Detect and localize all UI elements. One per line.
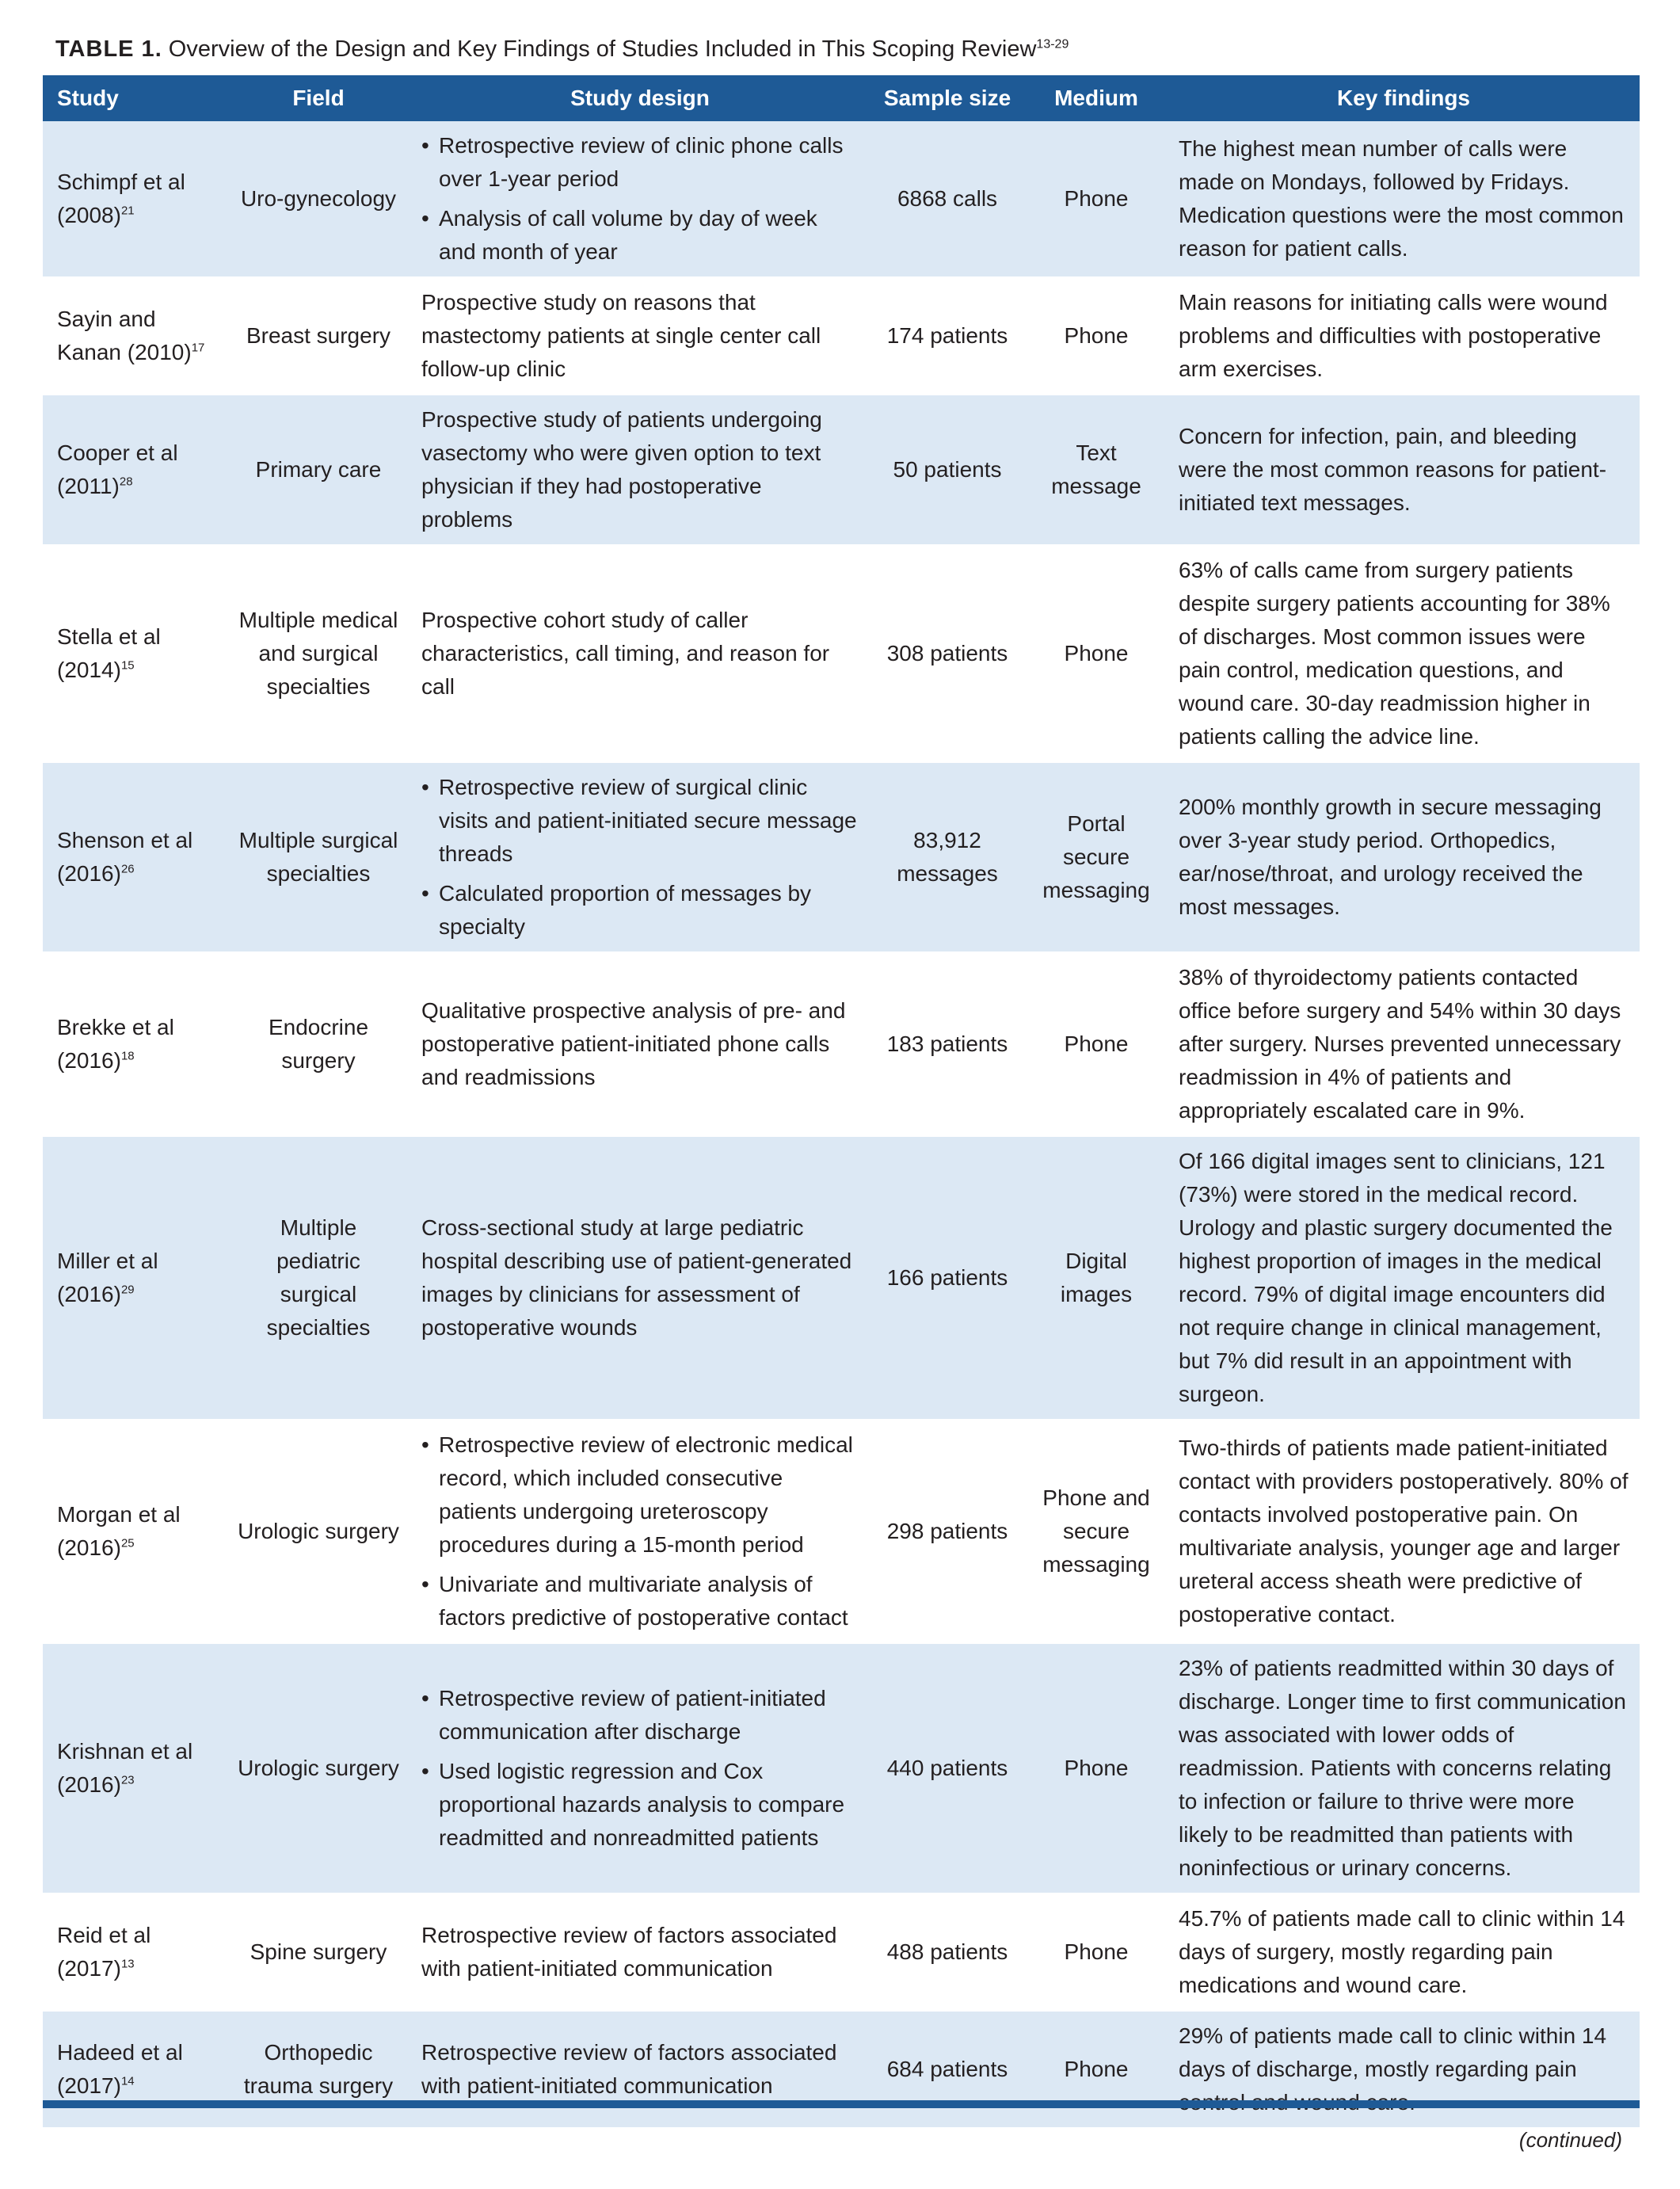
study-design-text: Qualitative prospective analysis of pre- and postoperative patient-initiated phone calls and readmissions [421,998,846,1089]
study-design-item: • Retrospective review of patient-initiated communication after discharge [421,1682,859,1749]
study-design-cell [410,762,870,952]
reference-number: 25 [120,1536,135,1550]
field-cell: Primary care [227,395,410,545]
table-row [43,545,1640,762]
sample-size-cell: 488 patients [870,1893,1025,2011]
reference-number: 26 [120,862,135,876]
sample-size-cell: 440 patients [870,1643,1025,1893]
study-cell [43,121,227,277]
study-design-list [421,1428,859,1634]
column-header-key-findings: Key findings [1168,75,1640,121]
study-name: Sayin and Kanan (2010) [57,307,192,364]
study-design-text: Retrospective review of factors associated with patient-initiated communication [421,1923,837,1981]
field-cell: Multiple medical and surgical specialties [227,545,410,762]
table-row [43,277,1640,395]
column-header-field: Field [227,75,410,121]
table-row [43,395,1640,545]
key-findings-cell: Concern for infection, pain, and bleeding were the most common reasons for patient-initiated text messages. [1168,395,1640,545]
medium-cell: Phone [1025,277,1168,395]
table-body [43,121,1640,2127]
medium-cell: Phone and secure messaging [1025,1420,1168,1643]
key-findings-cell: 23% of patients readmitted within 30 days of discharge. Longer time to first communication was associated with lower odds of readmission. Patients with concerns relating to infection or failure to thrive were more likely to be readmitted than patients with noninfectious or urinary concerns. [1168,1643,1640,1893]
study-design-cell [410,1136,870,1420]
study-design-item: • Used logistic regression and Cox proportional hazards analysis to compare readmitted and nonreadmitted patients [421,1755,859,1855]
field-cell: Uro-gynecology [227,121,410,277]
study-design-text: Prospective cohort study of caller characteristics, call timing, and reason for call [421,608,830,699]
study-cell [43,1420,227,1643]
field-cell: Multiple pediatric surgical specialties [227,1136,410,1420]
study-design-cell [410,1893,870,2011]
study-design-cell [410,277,870,395]
key-findings-cell: 29% of patients made call to clinic within 14 days of discharge, mostly regarding pain [1168,2011,1640,2127]
study-name: Schimpf et al (2008) [57,170,185,227]
study-design-cell [410,545,870,762]
medium-cell: Phone [1025,545,1168,762]
reference-number: 23 [120,1773,135,1787]
column-header-medium: Medium [1025,75,1168,121]
study-name: Stella et al (2014) [57,624,161,682]
table-row [43,762,1640,952]
study-design-item: • Retrospective review of surgical clinic visits and patient-initiated secure message threads [421,771,859,871]
sample-size-cell: 6868 calls [870,121,1025,277]
field-cell: Urologic surgery [227,1643,410,1893]
study-name: Reid et al (2017) [57,1923,151,1981]
table-label: TABLE 1. [55,36,162,62]
field-cell: Breast surgery [227,277,410,395]
reference-number: 15 [120,658,135,673]
table-bottom-rule [43,2100,1640,2108]
reference-number: 29 [120,1283,135,1297]
table-row [43,1893,1640,2011]
table-row [43,121,1640,277]
overview-table [43,75,1640,2127]
study-name: Miller et al (2016) [57,1249,158,1306]
study-design-cell [410,1420,870,1643]
field-cell: Urologic surgery [227,1420,410,1643]
key-findings-cell: Two-thirds of patients made patient-initiated contact with providers postoperatively. 80% of contacts involved postoperative pain. On multivariate analysis, younger age and larger ureteral access sheath were predictive of postoperative contact. [1168,1420,1640,1643]
sample-size-cell: 83,912 messages [870,762,1025,952]
key-findings-cell: Main reasons for initiating calls were wound problems and difficulties with postoperative arm exercises. [1168,277,1640,395]
reference-number: 13 [120,1957,135,1971]
study-cell [43,1893,227,2011]
sample-size-cell: 308 patients [870,545,1025,762]
study-name: Shenson et al (2016) [57,828,193,886]
continued-note: (continued) [1518,2128,1622,2152]
medium-cell: Phone [1025,2011,1168,2127]
study-design-item: • Calculated proportion of messages by specialty [421,877,859,944]
study-cell [43,277,227,395]
caption-text: Overview of the Design and Key Findings of Studies Included in This Scoping Review [162,36,1037,62]
study-cell [43,2011,227,2127]
study-name: Krishnan et al (2016) [57,1739,193,1797]
key-findings-cell: The highest mean number of calls were made on Mondays, followed by Fridays. Medication questions were the most common reason for patient calls. [1168,121,1640,277]
study-cell [43,1136,227,1420]
study-design-cell [410,395,870,545]
study-design-text: Retrospective review of factors associated with patient-initiated communication [421,2040,837,2098]
study-design-cell [410,952,870,1136]
sample-size-cell: 174 patients [870,277,1025,395]
reference-number: 17 [191,341,205,355]
key-findings-cell: 63% of calls came from surgery patients despite surgery patients accounting for 38% of discharges. Most common issues were pain control, medication questions, and wound care. 30-day readmission higher in patients calling the advice line. [1168,545,1640,762]
reference-number: 21 [120,204,135,218]
study-cell [43,762,227,952]
study-cell [43,952,227,1136]
reference-number: 18 [120,1049,135,1063]
key-findings-cell: 38% of thyroidectomy patients contacted office before surgery and 54% within 30 days after surgery. Nurses prevented unnecessary readmission in 4% of patients and appropriately escalated care in 9%. [1168,952,1640,1136]
study-name: Cooper et al (2011) [57,440,178,498]
study-design-item: • Retrospective review of clinic phone calls over 1-year period [421,129,859,196]
sample-size-cell: 50 patients [870,395,1025,545]
study-design-text: Cross-sectional study at large pediatric hospital describing use of patient-generated images by clinicians for assessment of postoperative wounds [421,1215,852,1340]
table-row [43,1136,1640,1420]
field-cell: Spine surgery [227,1893,410,2011]
caption-ref: 13-29 [1036,37,1069,51]
medium-cell: Digital images [1025,1136,1168,1420]
key-findings-cell: Of 166 digital images sent to clinicians, 121 (73%) were stored in the medical record. Urology and plastic surgery documented the highest proportion of images in the medical record. 79% of digital image encounters did not require change in clinical management, but 7% did result in an appointment with surgeon. [1168,1136,1640,1420]
sample-size-cell: 298 patients [870,1420,1025,1643]
sample-size-cell: 166 patients [870,1136,1025,1420]
medium-cell: Phone [1025,1643,1168,1893]
column-header-study-design: Study design [410,75,870,121]
field-cell: Orthopedic trauma surgery [227,2011,410,2127]
study-design-text: Prospective study on reasons that mastectomy patients at single center call follow-up clinic [421,290,821,381]
medium-cell: Phone [1025,1893,1168,2011]
header-row [43,75,1640,121]
table-row [43,952,1640,1136]
study-name: Brekke et al (2016) [57,1015,174,1073]
study-cell [43,1643,227,1893]
column-header-study: Study [43,75,227,121]
study-design-item: • Univariate and multivariate analysis of factors predictive of postoperative contact [421,1568,859,1634]
medium-cell: Phone [1025,952,1168,1136]
study-name: Hadeed et al (2017) [57,2040,183,2098]
medium-cell: Portal secure messaging [1025,762,1168,952]
study-design-item: • Retrospective review of electronic medical record, which included consecutive patients undergoing ureteroscopy procedures during a 15-month period [421,1428,859,1562]
study-design-cell [410,1643,870,1893]
sample-size-cell: 183 patients [870,952,1025,1136]
study-name: Morgan et al (2016) [57,1502,181,1560]
medium-cell: Text message [1025,395,1168,545]
study-design-list [421,129,859,269]
study-design-item: • Analysis of call volume by day of week and month of year [421,202,859,269]
study-design-cell [410,2011,870,2127]
study-design-list [421,1682,859,1855]
table-row [43,1643,1640,1893]
study-design-list [421,771,859,944]
column-header-sample-size: Sample size [870,75,1025,121]
study-cell [43,545,227,762]
table-row [43,2011,1640,2127]
reference-number: 28 [119,475,133,489]
table-caption [55,33,1069,65]
study-design-text: Prospective study of patients undergoing vasectomy who were given option to text physician if they had postoperative problems [421,407,822,532]
table-row [43,1420,1640,1643]
key-findings-cell: 200% monthly growth in secure messaging over 3-year study period. Orthopedics, ear/nose/throat, and urology received the most messages. [1168,762,1640,952]
study-cell [43,395,227,545]
key-findings-cell: 45.7% of patients made call to clinic within 14 days of surgery, mostly regarding pain medications and wound care. [1168,1893,1640,2011]
study-design-cell [410,121,870,277]
medium-cell: Phone [1025,121,1168,277]
field-cell: Multiple surgical specialties [227,762,410,952]
sample-size-cell: 684 patients [870,2011,1025,2127]
reference-number: 14 [120,2074,135,2088]
field-cell: Endocrine surgery [227,952,410,1136]
